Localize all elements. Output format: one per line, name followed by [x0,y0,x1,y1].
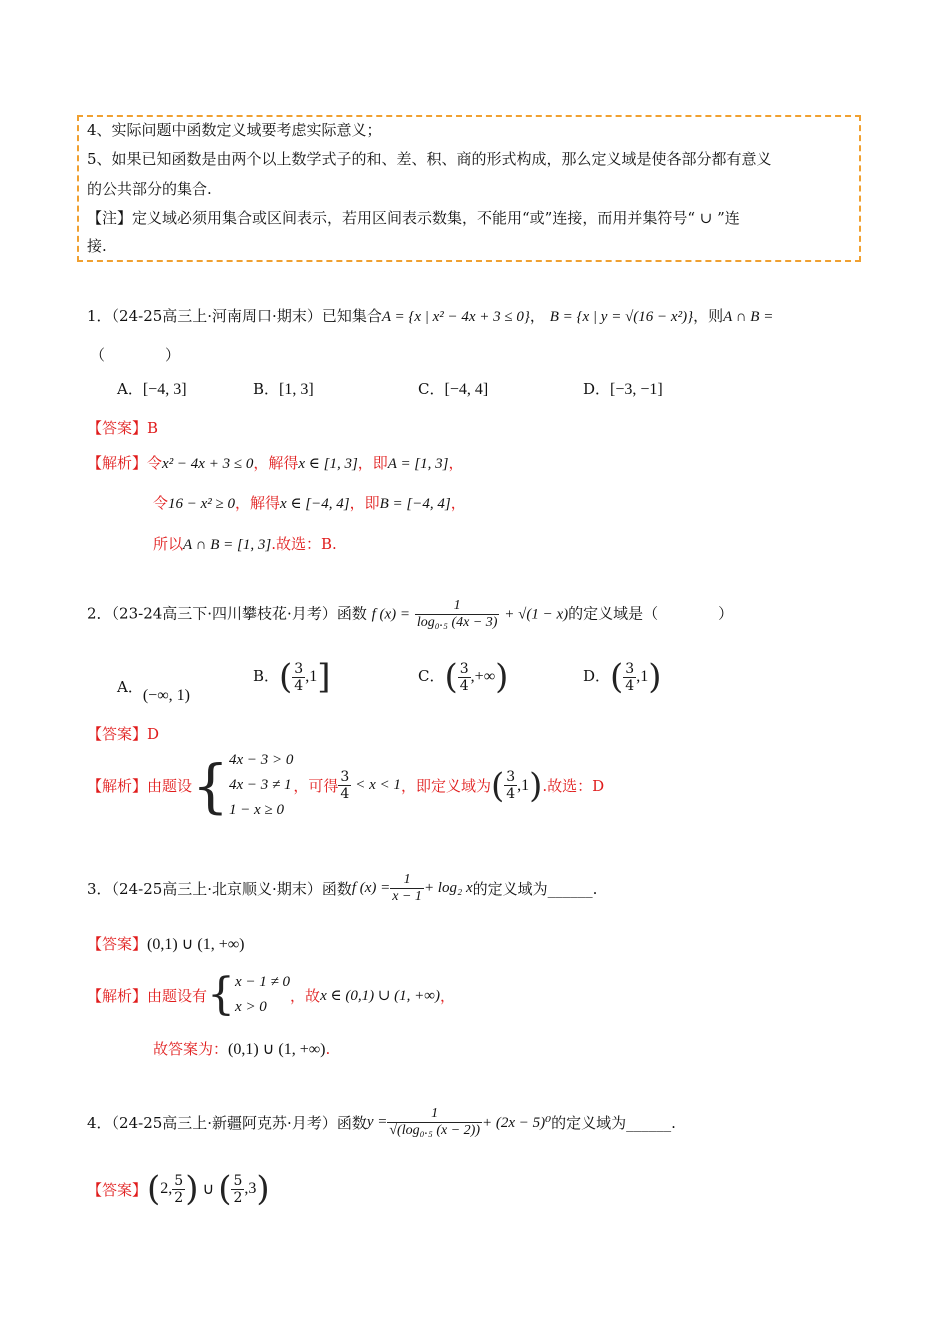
q2-system: 4x − 3 > 0 4x − 3 ≠ 1 1 − x ≥ 0 [228,752,294,818]
q2-option-a[interactable]: A．(−∞, 1) [117,678,190,704]
q1-paren: （ ） [90,346,181,364]
q1-stem: 1．（24-25高三上·河南周口·期末）已知集合A = {x | x² − 4x + 3 ≤ 0}， B = {x | y = √(16 − x²)}，则A ∩ B = [87,307,774,325]
note-item-4: 4、实际问题中函数定义域要考虑实际意义； [87,121,382,139]
q1-option-c[interactable]: C．[−4, 4] [418,380,489,398]
q3-system: x − 1 ≠ 0 x > 0 [235,974,291,1015]
q4-answer: 【答案】 ( 2, $\frac{5}{2}$ ) ∪ ( $\frac{5}{2}$ ,3 ) [87,1169,270,1209]
note-zhu-cont: 接. [87,237,107,255]
q1-ask: A ∩ B = [723,309,774,325]
q3-answer: 【答案】(0,1) ∪ (1, +∞) [87,935,245,953]
q2-option-c[interactable]: C．( $\frac{3}{4}$ ,+∞) [418,657,509,697]
q2-explain: 【解析】 由题设 { 4x − 3 > 0 4x − 3 ≠ 1 1 − x ≥ 0 ，可得 $\frac{3}{4}$ < x < 1 ，即定义域为 ( $\frac{3}{4}$ ,1 ) .故选：D [87,748,604,823]
note-item-5: 5、如果已知函数是由两个以上数学式子的和、差、积、商的形式构成，那么定义域是使各部分都有意义 [87,150,772,168]
note-zhu: 【注】定义域必须用集合或区间表示，若用区间表示数集，不能用“或”连接，而用并集符号“ ∪ ”连 [87,209,740,227]
q2-option-d[interactable]: D．( $\frac{3}{4}$ ,1) [583,657,662,697]
q2-option-b[interactable]: B．( $\frac{3}{4}$ ,1] [253,657,331,697]
q2-answer: 【答案】D [87,725,160,743]
q1-explain-line1: 【解析】令x² − 4x + 3 ≤ 0，解得x ∈ [1, 3]，即A = [1, 3]， [87,454,464,472]
q4-stem: 4．（24-25高三上·新疆阿克苏·月考）函数 y = $\frac{1}{\text{√(log₀.₅ (x − 2))}}$ + (2x − 5)⁰ 的定义域为______. [87,1106,676,1138]
q1-explain-line3: 所以A ∩ B = [1, 3].故选：B. [153,535,337,553]
q1-option-d[interactable]: D．[−3, −1] [583,380,663,398]
q1-option-b[interactable]: B．[1, 3] [253,380,314,398]
q2-fraction: $\frac{1}{\text{log₀.₅ (4x − 3)}}$ [416,598,498,630]
q1-answer: 【答案】B [87,419,159,437]
q1-set-a: A = {x | x² − 4x + 3 ≤ 0} [381,309,530,325]
q2-stem: 2．（23-24高三下·四川攀枝花·月考）函数 f (x) = $\frac{1}{\text{log₀.₅ (4x − 3)}}$ + √(1 − x)的定义域是（ ） [87,598,734,630]
q3-explain: 【解析】 由题设有 { x − 1 ≠ 0 x > 0 ，故 x ∈ (0,1) ∪ (1, +∞) ， [87,969,455,1020]
q1-set-b: B = {x | y = √(16 − x²)} [549,309,694,325]
note-item-5-cont: 的公共部分的集合. [87,180,212,198]
q1-explain-line2: 令16 − x² ≥ 0，解得x ∈ [−4, 4]，即B = [−4, 4]， [153,494,466,512]
q1-option-a[interactable]: A．[−4, 3] [117,380,187,398]
q3-stem: 3．（24-25高三上·北京顺义·期末）函数 f (x) = $\frac{1}{x - 1}$ + log₂ x 的定义域为______. [87,872,598,904]
q3-explain-line2: 故答案为：(0,1) ∪ (1, +∞). [153,1040,331,1058]
